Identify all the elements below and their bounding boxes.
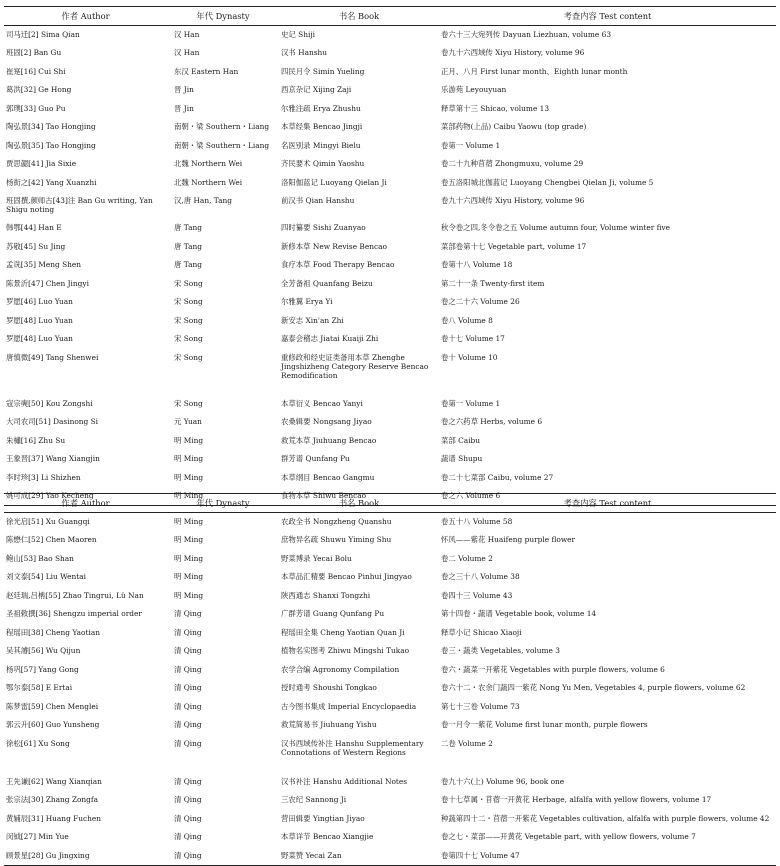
book-cell: 四时纂要 Sishi Zuanyao <box>281 223 366 232</box>
dynasty-cell: 晋 Jin <box>174 85 194 94</box>
dynasty-cell: 宋 Song <box>174 315 203 325</box>
book-cell: 野菜赞 Yecai Zan <box>279 847 439 866</box>
dynasty-cell: 清 Qing <box>174 609 202 618</box>
content-cell: 种蔬第四十二・苜蓿一开紫花 Vegetables cultivation, alfalfa with purple flowers, volume 42 <box>441 813 770 823</box>
table-row <box>4 847 776 866</box>
author-cell: 贾思勰[41] Jia Sixie <box>6 159 77 168</box>
table-row <box>4 735 776 773</box>
author-cell: 程瑶田[38] Cheng Yaotian <box>6 627 100 637</box>
author-cell: 赵廷瑞,吕柟[55] Zhao Tingrui, Lü Nan <box>6 590 144 600</box>
author-cell: 郭璞[33] Guo Pu <box>6 103 66 113</box>
dynasty-cell: 清 Qing <box>167 847 279 866</box>
dynasty-cell: 清 Qing <box>174 646 202 655</box>
author-cell: 黄辅辰[31] Huang Fuchen <box>6 813 102 823</box>
dynasty-cell: 清 Qing <box>174 627 202 637</box>
dynasty-cell: 南朝・梁 Southern・Liang <box>174 122 270 131</box>
table-row <box>4 256 776 275</box>
dynasty-cell: 北魏 Northern Wei <box>174 177 243 187</box>
book-cell: 本草品汇精要 Bencao Pinhui Jingyao <box>281 572 412 581</box>
table-row <box>4 469 776 488</box>
book-cell: 史记 Shiji <box>281 30 315 39</box>
dynasty-cell: 清 Qing <box>174 683 202 692</box>
table-row <box>4 155 776 174</box>
book-cell: 西京杂记 Xijing Zaji <box>281 85 352 94</box>
header-dynasty: 年代 Dynasty <box>167 7 279 26</box>
content-cell: 释草小记 Shicao Xiaoji <box>441 627 522 637</box>
book-cell: 程瑶田全集 Cheng Yaotian Quan Ji <box>281 627 405 637</box>
author-cell: 郭云升[60] Guo Yunsheng <box>6 720 100 729</box>
table-row <box>4 26 776 45</box>
book-cell: 本草详节 Bencao Xiangjie <box>281 832 374 841</box>
author-cell: 吴其濬[56] Wu Qijun <box>6 646 81 655</box>
content-cell: 卷九十六(上) Volume 96, book one <box>441 776 565 786</box>
book-cell: 食物本草 Shiwu Bencao <box>279 487 439 506</box>
book-cell: 救荒本草 Jiuhuang Bencao <box>281 435 377 445</box>
book-cell: 前汉书 Qian Hanshu <box>281 196 355 205</box>
dynasty-cell: 明 Ming <box>174 435 204 445</box>
content-cell: 卷第十八 Volume 18 <box>441 260 513 269</box>
author-cell: 杨衒之[42] Yang Xuanzhi <box>6 177 97 187</box>
author-cell: 闵钺[27] Min Yue <box>6 832 69 841</box>
book-cell: 广群芳谱 Guang Qunfang Pu <box>281 609 385 618</box>
dynasty-cell: 东汉 Eastern Han <box>174 66 239 76</box>
book-cell: 本草衍义 Bencao Yanyi <box>281 398 363 408</box>
content-cell: 秋令卷之四,冬令卷之五 Volume autumn four, Volume winter five <box>441 223 671 232</box>
table-row <box>4 293 776 312</box>
author-cell: 班固撰,颜师古[43]注 Ban Gu writing, Yan Shigu noting <box>6 196 153 215</box>
header-book: 书名 Book <box>279 7 439 26</box>
dynasty-cell: 明 Ming <box>174 572 204 581</box>
author-cell: 苏敬[45] Su Jing <box>6 241 66 251</box>
author-cell: 罗愿[48] Luo Yuan <box>6 315 73 325</box>
dynasty-cell: 南朝・梁 Southern・Liang <box>174 140 270 150</box>
dynasty-cell: 北魏 Northern Wei <box>174 159 243 168</box>
dynasty-cell: 清 Qing <box>174 720 202 729</box>
dynasty-cell: 清 Qing <box>174 832 202 841</box>
dynasty-cell: 汉 Han <box>174 48 200 57</box>
table-row <box>4 330 776 349</box>
author-cell: 鄂尔泰[58] E Ertai <box>6 683 73 692</box>
content-cell: 二卷 Volume 2 <box>441 738 493 748</box>
dynasty-cell: 清 Qing <box>174 664 202 674</box>
book-cell: 群芳谱 Qunfang Pu <box>281 454 350 463</box>
table-row <box>4 219 776 238</box>
author-cell: 孟诜[35] Meng Shen <box>6 260 82 269</box>
content-cell: 卷四十三 Volume 43 <box>441 590 513 600</box>
book-cell: 尔雅注疏 Erya Zhushu <box>281 103 361 113</box>
book-cell: 救荒简易书 Jiuhuang Yishu <box>281 720 377 729</box>
book-cell: 农政全书 Nongzheng Quanshu <box>281 517 392 526</box>
content-cell: 卷九十六西域传 Xiyu History, volume 96 <box>441 196 585 205</box>
book-cell: 授时通考 Shoushi Tongkao <box>281 683 377 692</box>
author-cell: 罗愿[48] Luo Yuan <box>6 334 73 343</box>
table-row <box>4 513 776 532</box>
content-cell: 卷第四十七 Volume 47 <box>439 847 776 866</box>
book-cell: 食疗本草 Food Therapy Bencao <box>281 260 395 269</box>
author-cell: 王先谦[62] Wang Xianqian <box>6 776 102 786</box>
table-row <box>4 531 776 550</box>
dynasty-cell: 明 Ming <box>174 454 204 463</box>
content-cell: 卷十七 Volume 17 <box>441 334 505 343</box>
table-body-top <box>4 26 776 506</box>
dynasty-cell: 明 Ming <box>174 590 204 600</box>
author-cell: 寇宗奭[50] Kou Zongshi <box>6 398 93 408</box>
dynasty-cell: 宋 Song <box>174 297 203 306</box>
table-row <box>4 413 776 432</box>
content-cell: 卷之七・菜部——开黄花 Vegetable part, with yellow flowers, volume 7 <box>441 832 696 841</box>
table-row <box>4 716 776 735</box>
author-cell: 杨巩[57] Yang Gong <box>6 664 79 674</box>
content-cell: 怀风——紫花 Huaifeng purple flower <box>441 535 576 544</box>
book-cell: 营田辑要 Yingtian Jiyao <box>281 813 365 823</box>
table-row <box>4 698 776 717</box>
dynasty-cell: 宋 Song <box>174 398 203 408</box>
book-cell: 洛阳伽蓝记 Luoyang Qielan Ji <box>281 177 387 187</box>
content-cell: 卷八 Volume 8 <box>441 315 493 325</box>
content-cell: 菜部 Caibu <box>441 435 481 445</box>
content-cell: 卷第一 Volume 1 <box>441 140 501 150</box>
table-row <box>4 395 776 414</box>
table-row <box>4 587 776 606</box>
dynasty-cell: 唐 Tang <box>174 241 202 251</box>
dynasty-cell: 清 Qing <box>174 738 202 748</box>
content-cell: 卷十 Volume 10 <box>441 352 498 362</box>
table-row <box>4 100 776 119</box>
book-cell: 新修本草 New Revise Bencao <box>281 241 387 251</box>
author-cell: 唐慎微[49] Tang Shenwei <box>6 352 99 362</box>
dynasty-cell: 汉,唐 Han, Tang <box>174 196 233 205</box>
book-cell: 汉书 Hanshu <box>281 48 328 57</box>
dynasty-cell: 清 Qing <box>174 701 202 711</box>
content-cell: 卷之六药草 Herbs, volume 6 <box>441 417 543 426</box>
dynasty-cell: 明 Ming <box>174 472 204 482</box>
table-row <box>4 568 776 587</box>
dynasty-cell: 汉 Han <box>174 30 200 39</box>
author-cell: 朱橚[16] Zhu Su <box>6 435 66 445</box>
author-cell: 张宗法[30] Zhang Zongfa <box>6 795 99 804</box>
content-cell: 卷一月令一紫花 Volume first lunar month, purple flowers <box>441 720 648 729</box>
book-cell: 陕西通志 Shanxi Tongzhi <box>281 590 371 600</box>
table-row <box>4 137 776 156</box>
table-row <box>4 624 776 643</box>
book-cell: 汉书补注 Hanshu Additional Notes <box>281 776 408 786</box>
author-cell: 刘文泰[54] Liu Wentai <box>6 572 86 581</box>
table-row <box>4 773 776 792</box>
book-cell: 尔雅翼 Erya Yi <box>281 297 333 306</box>
content-cell: 卷三・蔬类 Vegetables, volume 3 <box>441 646 560 655</box>
content-cell: 卷六十二・农余门蔬四一紫花 Nong Yu Men, Vegetables 4, purple flowers, volume 62 <box>441 683 746 692</box>
table-row <box>4 550 776 569</box>
table-row <box>4 791 776 810</box>
book-cell: 古今图书集成 Imperial Encyclopaedia <box>281 701 417 711</box>
book-cell: 四民月令 Simin Yueling <box>281 66 365 76</box>
table-top <box>4 6 776 506</box>
content-cell: 第二十一条 Twenty-first item <box>441 278 545 288</box>
author-cell: 陶弘景[34] Tao Hongjing <box>6 122 96 131</box>
table-row <box>4 81 776 100</box>
table-row <box>4 605 776 624</box>
table-row <box>4 450 776 469</box>
table-row <box>4 275 776 294</box>
dynasty-cell: 宋 Song <box>174 278 203 288</box>
content-cell: 释草第十三 Shicao, volume 13 <box>441 103 550 113</box>
table-row <box>4 661 776 680</box>
book-cell: 植物名实图考 Zhiwu Mingshi Tukao <box>281 646 410 655</box>
dynasty-cell: 清 Qing <box>174 795 202 804</box>
content-cell: 第七十三卷 Volume 73 <box>441 701 520 711</box>
header-author: 作者 Author <box>4 7 167 26</box>
content-cell: 乐游苑 Leyouyuan <box>441 85 507 94</box>
table-row <box>4 63 776 82</box>
book-cell: 齐民要术 Qimin Yaoshu <box>281 159 365 168</box>
content-cell: 卷六・蔬菜一开紫花 Vegetables with purple flowers, volume 6 <box>441 664 665 674</box>
book-cell: 野菜博录 Yecai Bolu <box>281 553 352 563</box>
author-cell: 徐松[61] Xu Song <box>6 738 70 748</box>
header-row <box>4 494 776 513</box>
dynasty-cell: 清 Qing <box>174 813 202 823</box>
content-cell: 第十四卷・蔬谱 Vegetable book, volume 14 <box>441 609 597 618</box>
book-cell: 名医别录 Mingyi Bielu <box>281 140 361 150</box>
author-cell: 罗愿[46] Luo Yuan <box>6 297 73 306</box>
content-cell: 蔬谱 Shupu <box>441 454 483 463</box>
book-cell: 农学合编 Agronomy Compilation <box>281 664 400 674</box>
book-cell: 全芳备祖 Quanfang Beizu <box>281 278 373 288</box>
author-cell: 葛洪[32] Ge Hong <box>6 85 72 94</box>
author-cell: 大司农司[51] Dasinong Si <box>6 417 99 426</box>
author-cell: 陈懋仁[52] Chen Maoren <box>6 535 97 544</box>
author-cell: 李时珍[3] Li Shizhen <box>6 472 81 482</box>
book-cell: 本草经集 Bencao Jingji <box>281 122 363 131</box>
content-cell: 菜部卷第十七 Vegetable part, volume 17 <box>441 241 587 251</box>
dynasty-cell: 明 Ming <box>174 517 204 526</box>
content-cell: 卷二十七菜部 Caibu, volume 27 <box>441 472 554 482</box>
book-cell: 三农纪 Sannong Ji <box>281 795 347 804</box>
dynasty-cell: 明 Ming <box>174 553 204 563</box>
content-cell: 卷六十三大宛列传 Dayuan Liezhuan, volume 63 <box>441 30 612 39</box>
content-cell: 卷二 Volume 2 <box>441 553 493 563</box>
author-cell: 陈梦雷[59] Chen Menglei <box>6 701 99 711</box>
table-row <box>4 118 776 137</box>
table-row <box>4 192 776 219</box>
book-cell: 新安志 Xin'an Zhi <box>281 315 344 325</box>
table-row <box>4 312 776 331</box>
content-cell: 卷九十六西域传 Xiyu History, volume 96 <box>441 48 585 57</box>
author-cell: 鲍山[53] Bao Shan <box>6 553 74 563</box>
content-cell: 正月、八月 First lunar month、Eighth lunar month <box>441 66 628 76</box>
header-author: 作者 Author <box>4 494 167 513</box>
book-cell: 汉书西域传补注 Hanshu Supplementary Connotations of Western Regions <box>281 738 424 757</box>
header-content: 考查内容 Test content <box>439 494 776 513</box>
table-body-bottom <box>4 513 776 866</box>
book-cell: 本草纲目 Bencao Gangmu <box>281 472 375 482</box>
author-cell: 崔寔[16] Cui Shi <box>6 66 66 76</box>
table-row <box>4 828 776 847</box>
dynasty-cell: 宋 Song <box>174 352 203 362</box>
content-cell: 卷十七草属・苜蓿一开黄花 Herbage, alfalfa with yellow flowers, volume 17 <box>441 795 712 804</box>
content-cell: 卷五洛阳城北伽蓝记 Luoyang Chengbei Qielan Ji, volume 5 <box>441 177 654 187</box>
content-cell: 卷之二十六 Volume 26 <box>441 297 520 306</box>
author-cell: 陶弘景[35] Tao Hongjing <box>6 140 96 150</box>
author-cell: 王象晋[37] Wang Xiangjin <box>6 454 100 463</box>
dynasty-cell: 唐 Tang <box>174 260 202 269</box>
content-cell: 卷二十九种苜蓿 Zhongmuxu, volume 29 <box>441 159 584 168</box>
table-row <box>4 432 776 451</box>
content-cell: 卷五十八 Volume 58 <box>441 517 513 526</box>
author-cell: 韩鄂[44] Han E <box>6 223 62 232</box>
dynasty-cell: 唐 Tang <box>174 223 202 232</box>
author-cell: 顾景星[28] Gu Jingxing <box>4 847 167 866</box>
author-cell: 班固[2] Ban Gu <box>6 48 62 57</box>
dynasty-cell: 明 Ming <box>167 487 279 506</box>
table-bottom <box>4 493 776 866</box>
author-cell: 司马迁[2] Sima Qian <box>6 30 80 39</box>
header-row <box>4 7 776 26</box>
content-cell: 卷第一 Volume 1 <box>441 398 501 408</box>
table-row <box>4 679 776 698</box>
header-content: 考查内容 Test content <box>439 7 776 26</box>
table-row <box>4 642 776 661</box>
book-cell: 嘉泰会稽志 Jiatai Kuaiji Zhi <box>281 334 379 343</box>
book-cell: 庶物异名疏 Shuwu Yiming Shu <box>281 535 392 544</box>
dynasty-cell: 宋 Song <box>174 334 203 343</box>
dynasty-cell: 清 Qing <box>174 776 202 786</box>
content-cell: 卷之六 Volume 6 <box>439 487 776 506</box>
author-cell: 圣祖敕撰[36] Shengzu imperial order <box>6 609 142 618</box>
content-cell: 菜部药物(上品) Caibu Yaowu (top grade) <box>441 122 587 131</box>
book-cell: 农桑辑要 Nongsang Jiyao <box>281 417 372 426</box>
author-cell: 徐光启[51] Xu Guangqi <box>6 517 90 526</box>
dynasty-cell: 元 Yuan <box>174 417 202 426</box>
table-row <box>4 174 776 193</box>
author-cell: 陈景沂[47] Chen Jingyi <box>6 278 89 288</box>
table-row <box>4 238 776 257</box>
dynasty-cell: 晋 Jin <box>174 103 194 113</box>
header-book: 书名 Book <box>279 494 439 513</box>
content-cell: 卷之三十八 Volume 38 <box>441 572 520 581</box>
book-cell: 重修政和经史证类备用本草 Zhenghe Jingshizheng Category Reserve Bencao Remodification <box>281 352 429 381</box>
author-cell: 姚可成[29] Yao Kecheng <box>4 487 167 506</box>
header-dynasty: 年代 Dynasty <box>167 494 279 513</box>
table-row <box>4 349 776 395</box>
table-row <box>4 44 776 63</box>
table-row <box>4 810 776 829</box>
dynasty-cell: 明 Ming <box>174 535 204 544</box>
